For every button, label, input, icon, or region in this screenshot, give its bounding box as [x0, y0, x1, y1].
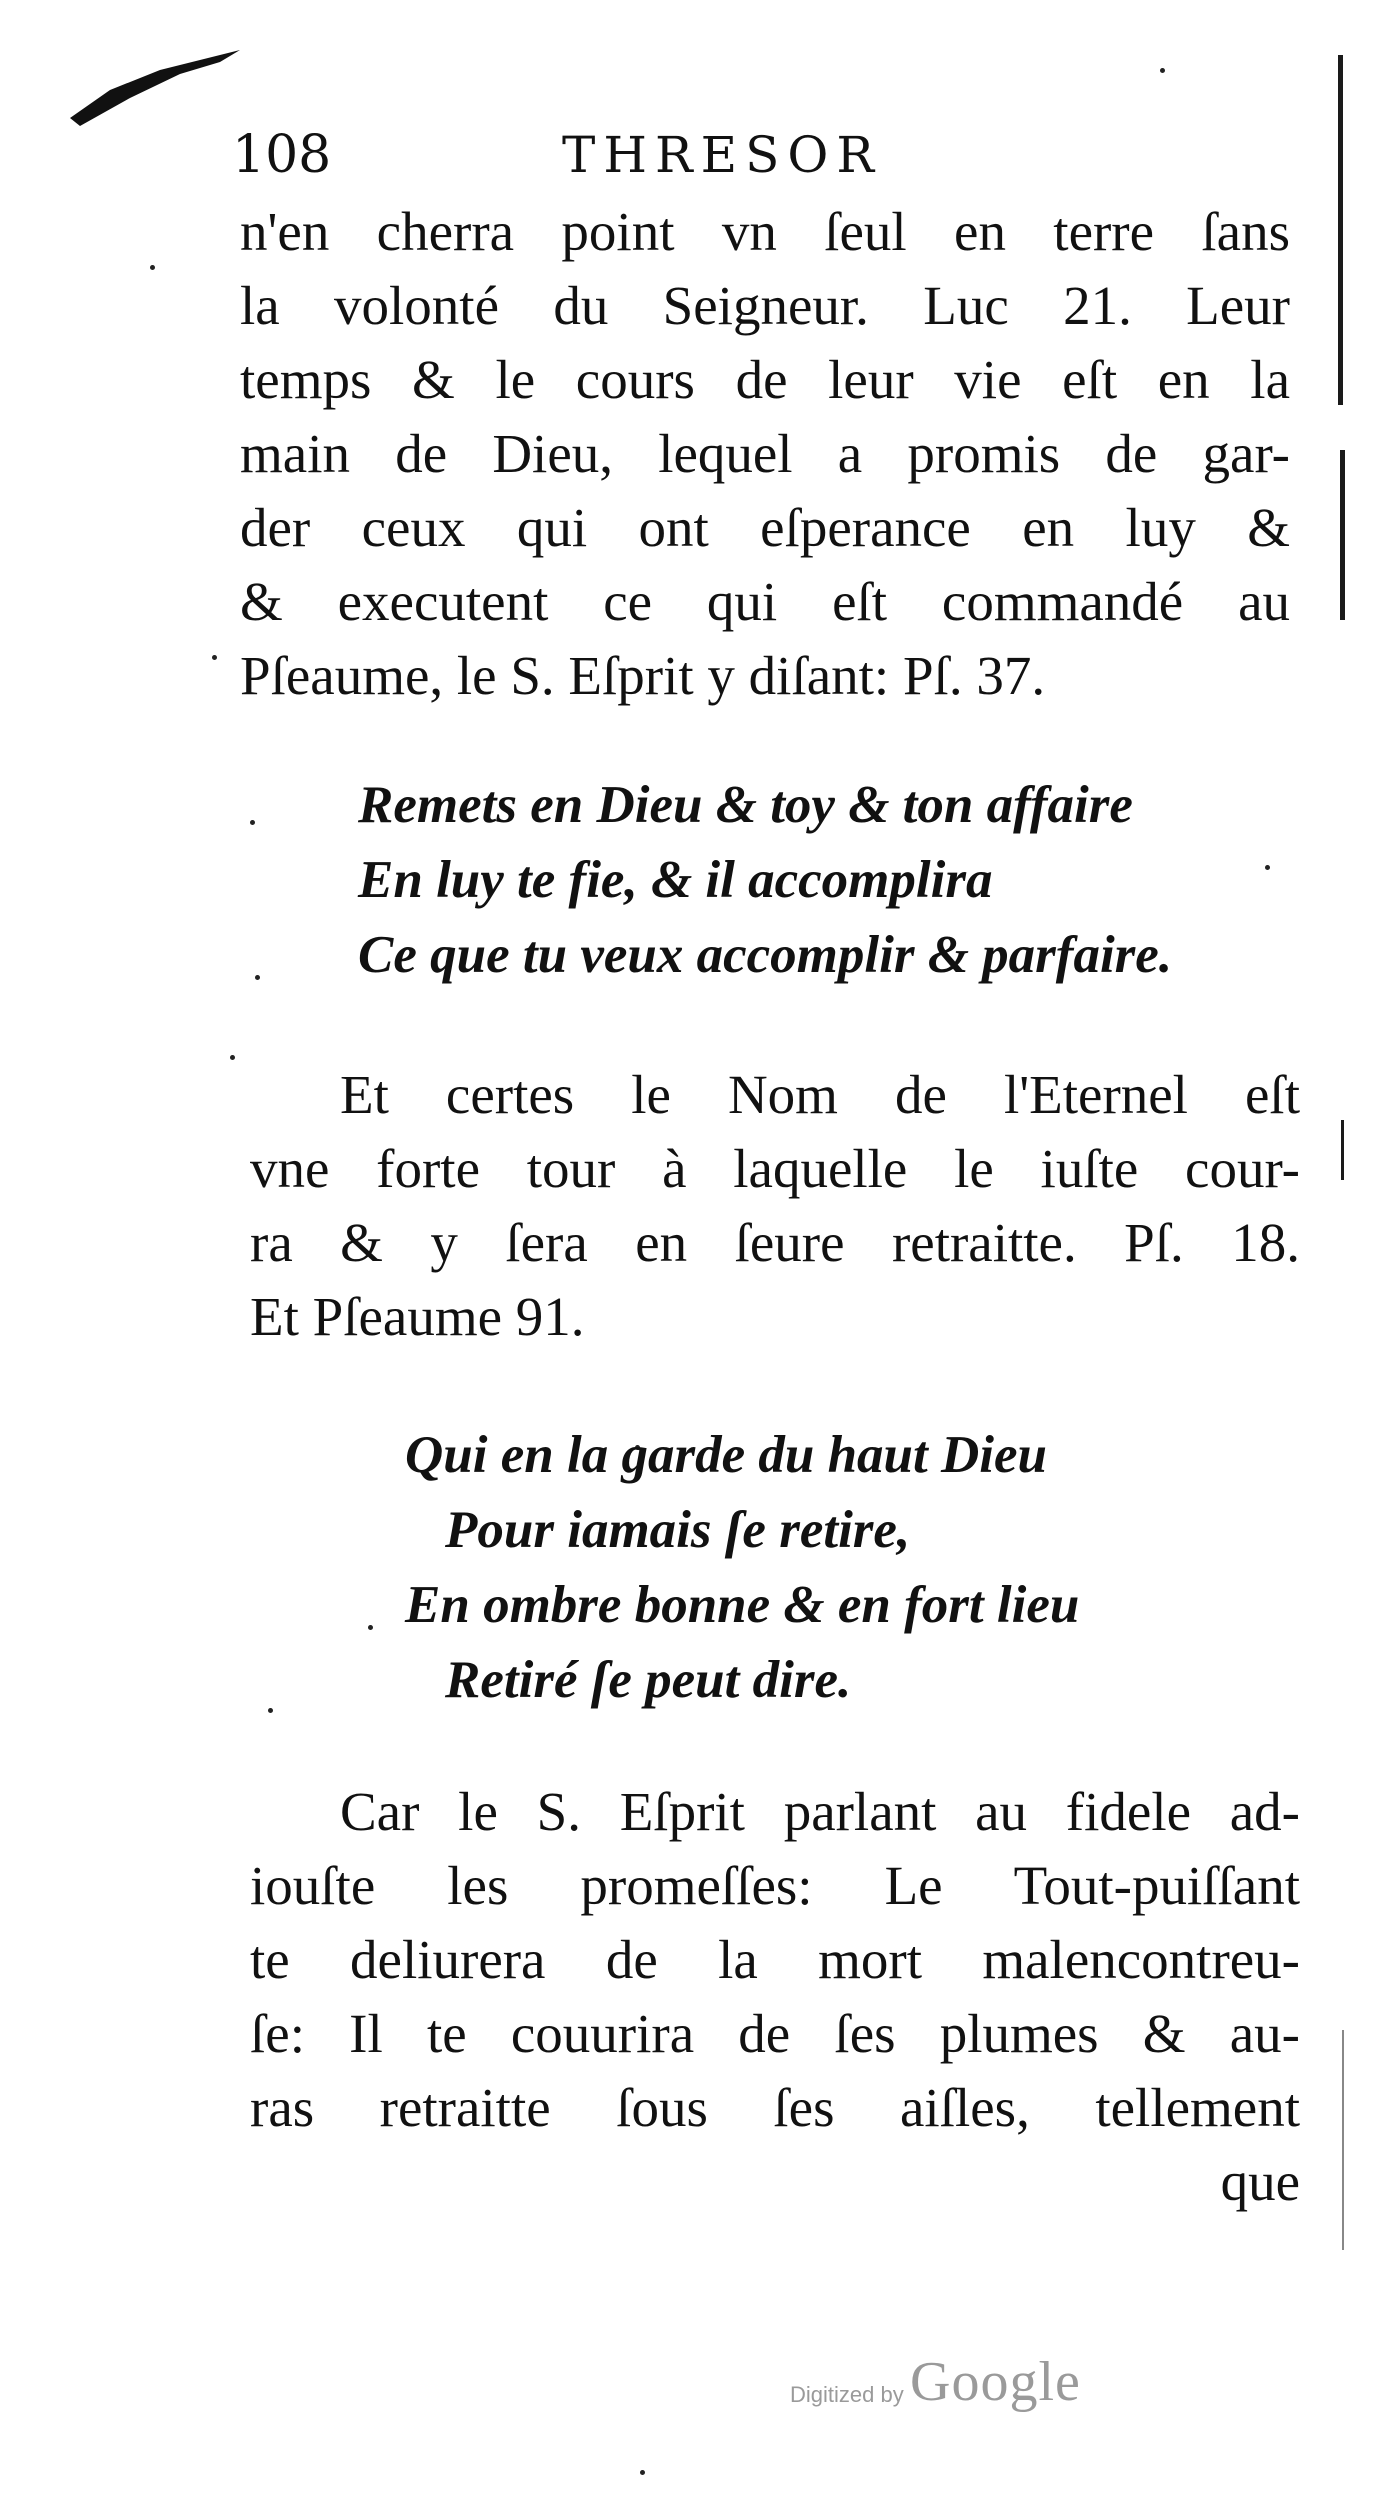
verse-line: En ombre bonne & en fort lieu [405, 1576, 1080, 1634]
text-line: Et certes le Nom de l'Eternel eſt [340, 1064, 1300, 1125]
text-line: Car le S. Eſprit parlant au fidele ad- [340, 1781, 1300, 1842]
verse-line: Ce que tu veux accomplir & parfaire. [358, 926, 1173, 984]
verse-block-1 [358, 768, 1172, 993]
text-line: la volonté du Seigneur. Luc 21. Leur [240, 275, 1290, 336]
text-line: main de Dieu, lequel a promis de gar- [240, 423, 1290, 484]
ink-speck [230, 1055, 235, 1060]
text-line: n'en cherra point vn ſeul en terre ſans [240, 201, 1290, 262]
text-line: der ceux qui ont eſperance en luy & [240, 497, 1290, 558]
paragraph-3 [250, 1775, 1300, 2219]
verse-line: Qui en la garde du haut Dieu [405, 1426, 1048, 1484]
ink-speck [212, 655, 217, 660]
ink-speck [640, 2470, 645, 2475]
running-head [232, 120, 1292, 190]
binding-edge-line [1342, 2030, 1344, 2250]
ink-speck [268, 1708, 273, 1713]
google-logo: Google [910, 2351, 1081, 2413]
ink-speck [1265, 865, 1270, 870]
ink-speck [255, 975, 260, 980]
binding-edge-line [1338, 55, 1343, 405]
text-line: iouſte les promeſſes: Le Tout-puiſſant [250, 1855, 1300, 1916]
text-line: te deliurera de la mort malencontreu- [250, 1929, 1300, 1990]
digitized-label: Digitized by [790, 2382, 904, 2407]
ink-speck [368, 1625, 373, 1630]
verse-line: Pour iamais ſe retire, [445, 1501, 911, 1559]
binding-edge-line [1340, 450, 1345, 620]
text-line: ras retraitte ſous ſes aiſles, tellement [250, 2077, 1300, 2138]
text-line: Pſeaume, le S. Eſprit y diſant: Pſ. 37. [240, 645, 1046, 706]
page-number: 108 [232, 125, 332, 185]
paragraph-1 [240, 195, 1290, 713]
binding-edge-line [1341, 1120, 1344, 1180]
ink-speck [150, 265, 155, 270]
verse-line: Retiré ſe peut dire. [445, 1651, 852, 1709]
text-line: vne forte tour à laquelle le iuſte cour- [250, 1138, 1300, 1199]
torn-corner-mark [70, 50, 250, 140]
catchword: que [1220, 2151, 1300, 2212]
text-line: ſe: Il te couurira de ſes plumes & au- [250, 2003, 1300, 2064]
running-head-title: THRESOR [562, 126, 882, 184]
digitized-credit [790, 2350, 1190, 2420]
text-line: & executent ce qui eſt commandé au [240, 571, 1290, 632]
verse-line: Remets en Dieu & toy & ton affaire [358, 776, 1133, 834]
ink-speck [1160, 68, 1165, 73]
text-line: ra & y ſera en ſeure retraitte. Pſ. 18. [250, 1212, 1300, 1273]
ink-speck [250, 820, 255, 825]
text-line: temps & le cours de leur vie eſt en la [240, 349, 1290, 410]
paragraph-2 [250, 1058, 1300, 1354]
verse-line: En luy te fie, & il accomplira [358, 851, 993, 909]
verse-block-2 [405, 1418, 1079, 1718]
text-line: Et Pſeaume 91. [250, 1286, 585, 1347]
